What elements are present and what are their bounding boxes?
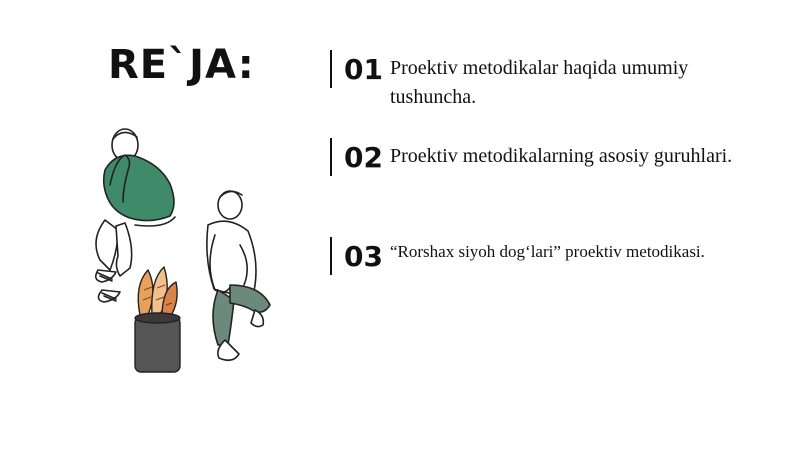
item-text: Proektiv metodikalarning asosiy guruhlari. <box>390 145 733 167</box>
item-divider <box>330 237 332 275</box>
item-number: 01 <box>344 53 383 86</box>
people-sitting-with-plant-icon <box>80 125 280 380</box>
item-text: “Rorshax siyoh dog‘lari” proektiv metodikasi. <box>390 242 705 261</box>
item-divider <box>330 50 332 88</box>
slide-title: RE`JA: <box>108 42 255 88</box>
item-number: 03 <box>344 240 383 273</box>
item-number: 02 <box>344 141 383 174</box>
item-text: Proektiv metodikalar haqida umumiy tushuncha. <box>390 57 689 108</box>
item-divider <box>330 138 332 176</box>
